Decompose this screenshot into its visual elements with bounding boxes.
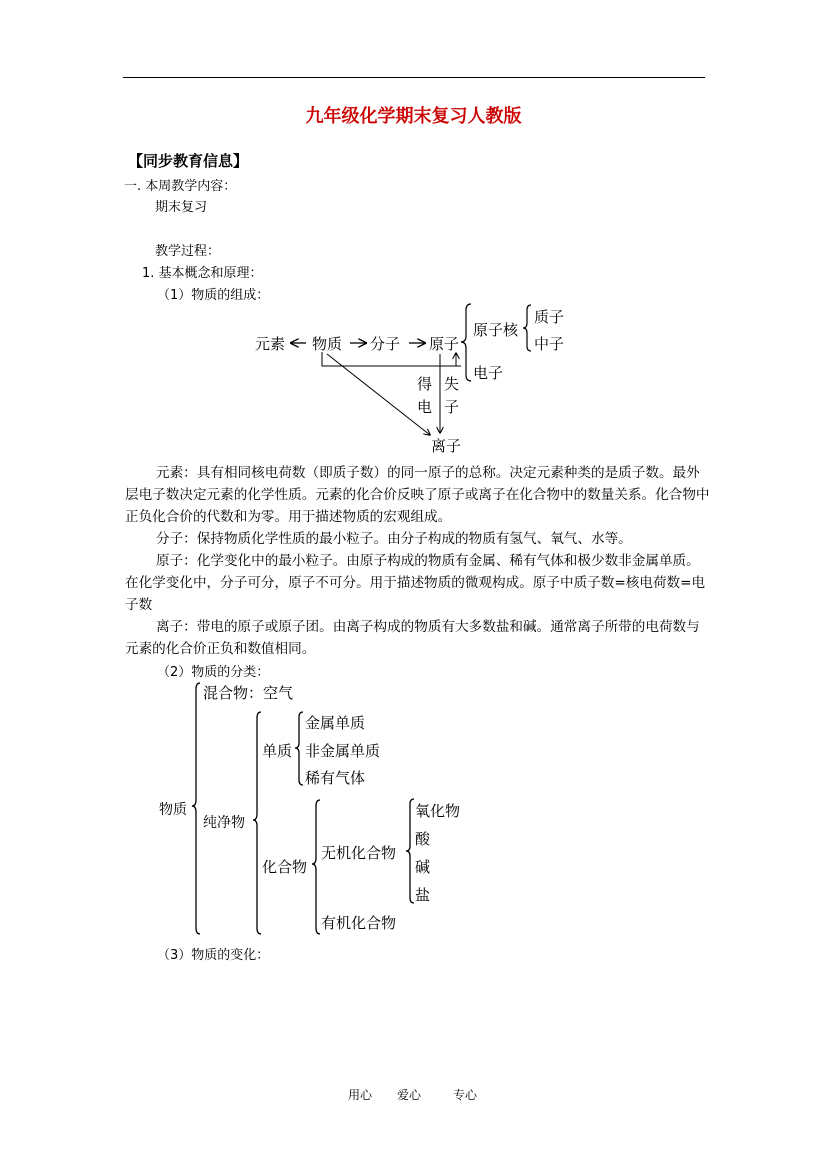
page-title: 九年级化学期末复习人教版: [305, 106, 522, 127]
class-acid: 酸: [415, 830, 431, 848]
sub-1-2: （2）物质的分类：: [157, 665, 270, 680]
sub-1-3: （3）物质的变化：: [157, 948, 270, 963]
class-noble: 稀有气体: [305, 769, 366, 787]
item-1-content: 期末复习: [155, 200, 208, 215]
class-root: 物质: [159, 802, 187, 818]
sub-1-1: （1）物质的组成：: [157, 288, 270, 303]
class-salt: 盐: [415, 886, 431, 904]
class-pure: 纯净物: [203, 815, 245, 831]
item-1: 一. 本周教学内容：: [124, 179, 237, 194]
label-dian: 电: [417, 398, 433, 416]
paragraph-yuanzi: 原子：化学变化中的最小粒子。由原子构成的物质有金属、稀有气体和极少数非金属单质。在化学变化中，分子可分，原子不可分。用于描述物质的微观构成。原子中质子数=核电荷数=电子数: [125, 553, 706, 613]
sub-1: 1. 基本概念和原理：: [142, 266, 263, 281]
node-wuzhi: 物质: [312, 335, 343, 353]
node-dianzi: 电子: [473, 364, 504, 382]
node-yuanzihe: 原子核: [473, 321, 519, 339]
footer-a: 用心: [348, 1088, 373, 1102]
label-shi: 失: [444, 375, 460, 393]
node-zhongzi: 中子: [534, 335, 565, 353]
paragraph-yuansu: 元素：具有相同核电荷数（即质子数）的同一原子的总称。决定元素种类的是质子数。最外层电子数决定元素的化学性质。元素的化合价反映了原子或离子在化合物中的数量关系。化合物中正负化合价的代数和为零。用于描述物质的宏观组成。: [125, 465, 710, 525]
class-base: 碱: [415, 858, 431, 876]
node-yuanzi: 原子: [429, 335, 460, 353]
node-yuansu: 元素: [255, 335, 286, 353]
section-heading: 【同步教育信息】: [128, 152, 249, 170]
class-inorganic: 无机化合物: [321, 844, 397, 862]
paragraph-lizi: 离子：带电的原子或原子团。由离子构成的物质有大多数盐和碱。通常离子所带的电荷数与元素的化合价正负和数值相同。: [125, 619, 700, 657]
class-metal: 金属单质: [305, 714, 366, 732]
class-oxide: 氧化物: [415, 802, 461, 820]
footer-c: 专心: [453, 1088, 478, 1102]
label-de: 得: [417, 375, 433, 393]
paragraph-fenzi: 分子：保持物质化学性质的最小粒子。由分子构成的物质有氢气、氧气、水等。: [156, 531, 632, 547]
process-label: 教学过程：: [155, 244, 221, 259]
class-element: 单质: [262, 742, 293, 760]
footer-b: 爱心: [397, 1088, 422, 1102]
class-organic: 有机化合物: [321, 914, 397, 932]
class-compound: 化合物: [262, 858, 308, 876]
class-mixture: 混合物：空气: [203, 684, 294, 702]
node-fenzi: 分子: [370, 335, 401, 353]
class-nonmetal: 非金属单质: [305, 742, 381, 760]
node-zhizi: 质子: [534, 308, 565, 326]
label-zi: 子: [444, 398, 460, 416]
node-lizi: 离子: [431, 437, 462, 455]
